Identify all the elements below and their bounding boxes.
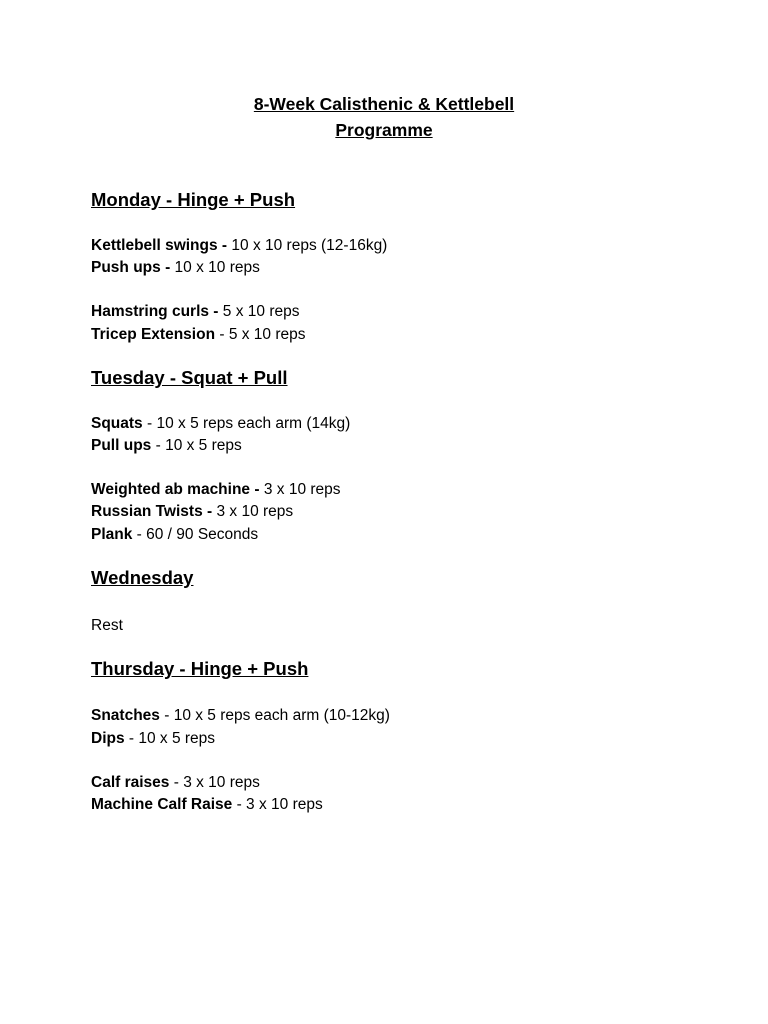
exercise-line bbox=[91, 258, 260, 278]
exercise-detail: 3 x 10 reps bbox=[259, 481, 341, 498]
monday-heading: Monday - Hinge + Push bbox=[91, 189, 296, 210]
exercise-line bbox=[91, 795, 323, 815]
document-title-line-1: 8-Week Calisthenic & Kettlebell bbox=[253, 94, 515, 114]
exercise-line bbox=[91, 502, 293, 522]
exercise-detail: - 5 x 10 reps bbox=[215, 326, 306, 343]
exercise-detail: - 10 x 5 reps each arm (10-12kg) bbox=[159, 707, 390, 724]
exercise-line bbox=[91, 729, 215, 749]
exercise-detail: 5 x 10 reps bbox=[218, 303, 300, 320]
rest-text: Rest bbox=[91, 617, 123, 634]
exercise-name: Tricep Extension bbox=[91, 326, 216, 343]
exercise-name: Push ups - bbox=[91, 259, 171, 276]
exercise-name: Snatches bbox=[91, 707, 160, 724]
exercise-detail: - 10 x 5 reps each arm (14kg) bbox=[142, 415, 351, 432]
wednesday-heading: Wednesday bbox=[91, 567, 194, 588]
exercise-line bbox=[91, 706, 390, 726]
exercise-line bbox=[91, 436, 242, 456]
exercise-line bbox=[91, 325, 306, 345]
exercise-line bbox=[91, 480, 341, 500]
exercise-name: Machine Calf Raise bbox=[91, 796, 233, 813]
exercise-name: Kettlebell swings - bbox=[91, 237, 228, 254]
exercise-detail: 10 x 10 reps bbox=[170, 259, 260, 276]
exercise-line bbox=[91, 773, 260, 793]
exercise-detail: - 10 x 5 reps bbox=[124, 730, 216, 747]
exercise-detail: 3 x 10 reps bbox=[212, 503, 294, 520]
tuesday-heading: Tuesday - Squat + Pull bbox=[91, 367, 288, 388]
thursday-heading: Thursday - Hinge + Push bbox=[91, 658, 309, 679]
exercise-name: Plank bbox=[91, 526, 133, 543]
rest-line bbox=[91, 616, 123, 636]
exercise-name: Dips bbox=[91, 730, 125, 747]
exercise-name: Weighted ab machine - bbox=[91, 481, 260, 498]
exercise-name: Russian Twists - bbox=[91, 503, 213, 520]
exercise-name: Squats bbox=[91, 415, 143, 432]
exercise-detail: - 60 / 90 Seconds bbox=[132, 526, 259, 543]
exercise-line bbox=[91, 302, 299, 322]
exercise-name: Pull ups bbox=[91, 437, 152, 454]
exercise-line bbox=[91, 525, 258, 545]
exercise-line bbox=[91, 414, 350, 434]
document-title-line-2: Programme bbox=[335, 120, 433, 140]
exercise-detail: - 3 x 10 reps bbox=[169, 774, 260, 791]
exercise-name: Hamstring curls - bbox=[91, 303, 219, 320]
exercise-detail: - 3 x 10 reps bbox=[232, 796, 323, 813]
exercise-line bbox=[91, 236, 387, 256]
exercise-name: Calf raises bbox=[91, 774, 170, 791]
exercise-detail: - 10 x 5 reps bbox=[151, 437, 242, 454]
exercise-detail: 10 x 10 reps (12-16kg) bbox=[227, 237, 388, 254]
